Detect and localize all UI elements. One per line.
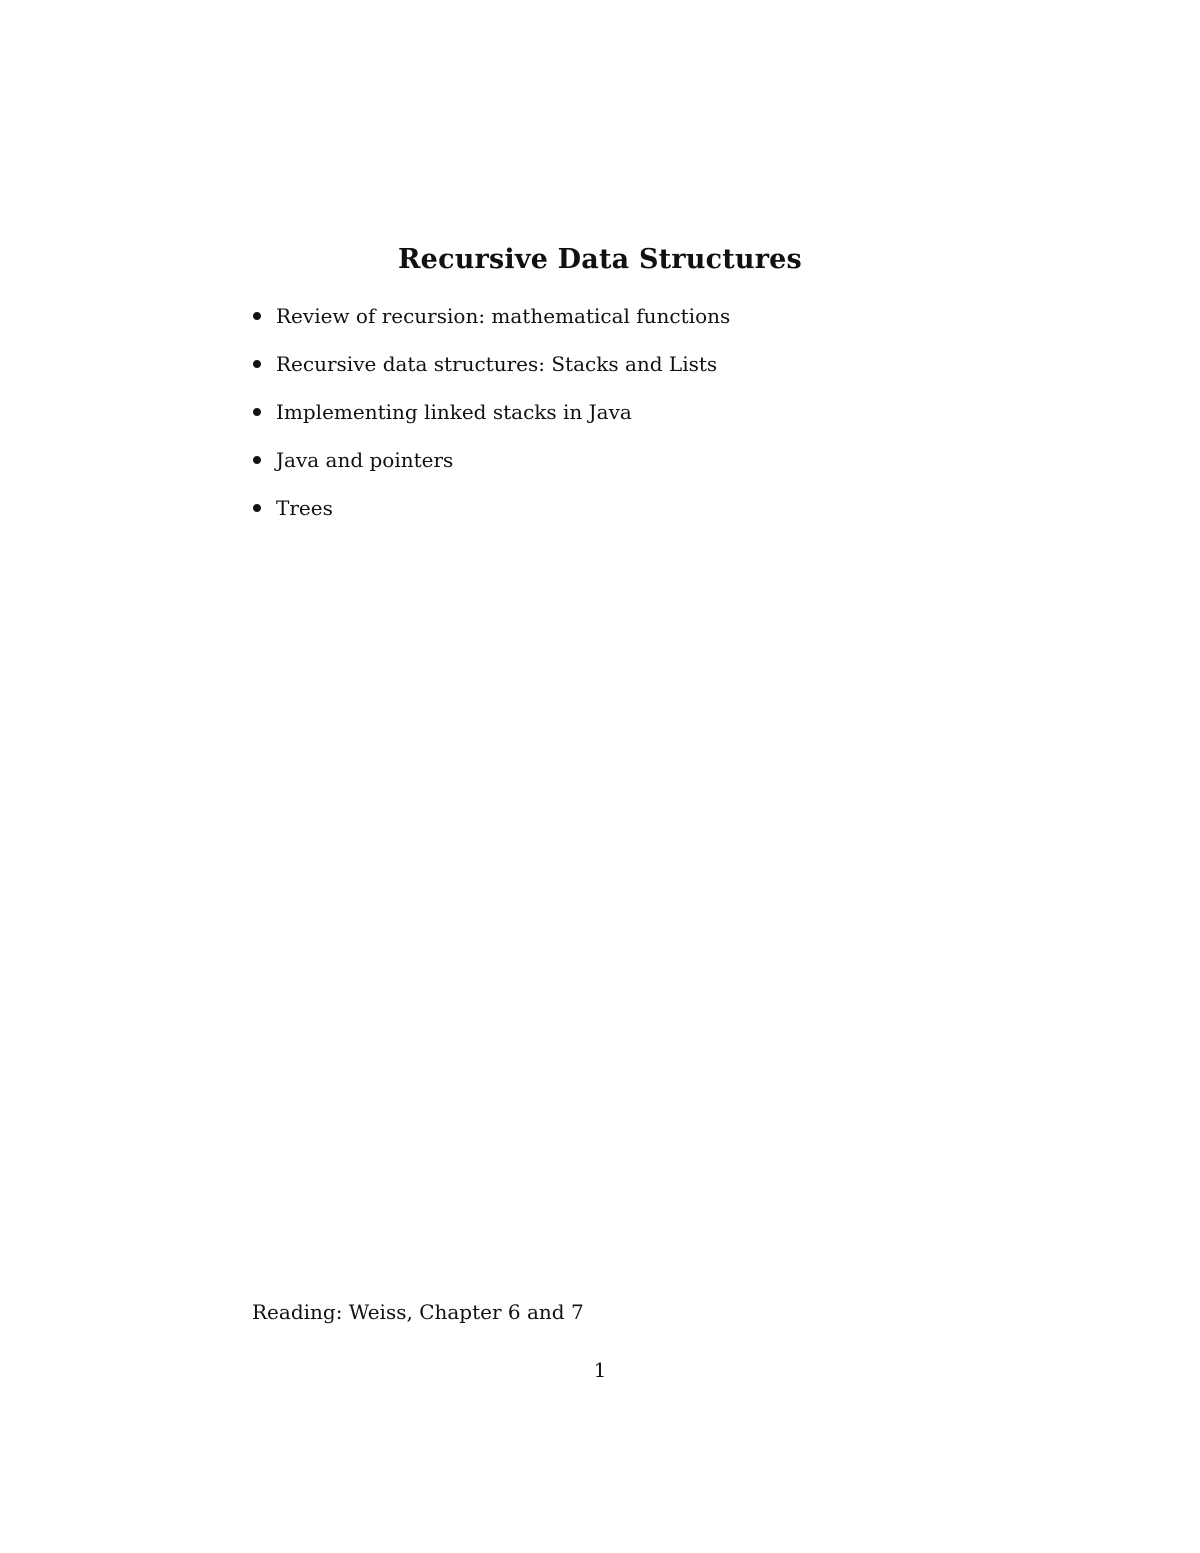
bullet-icon <box>253 408 261 416</box>
list-item <box>250 394 730 442</box>
bullet-icon <box>253 312 261 320</box>
list-item-text: Java and pointers <box>276 448 454 472</box>
list-item <box>250 490 730 538</box>
page-title: Recursive Data Structures <box>398 244 802 275</box>
list-item-text: Review of recursion: mathematical functions <box>276 304 731 328</box>
bullet-icon <box>253 504 261 512</box>
bullet-icon <box>253 360 261 368</box>
list-item <box>250 442 730 490</box>
page-number: 1 <box>593 1358 607 1382</box>
topic-list <box>250 298 730 538</box>
list-item <box>250 298 730 346</box>
list-item <box>250 346 730 394</box>
bullet-icon <box>253 456 261 464</box>
list-item-text: Recursive data structures: Stacks and Lists <box>276 352 718 376</box>
list-item-text: Implementing linked stacks in Java <box>276 400 632 424</box>
reading-reference: Reading: Weiss, Chapter 6 and 7 <box>252 1300 584 1324</box>
list-item-text: Trees <box>276 496 333 520</box>
